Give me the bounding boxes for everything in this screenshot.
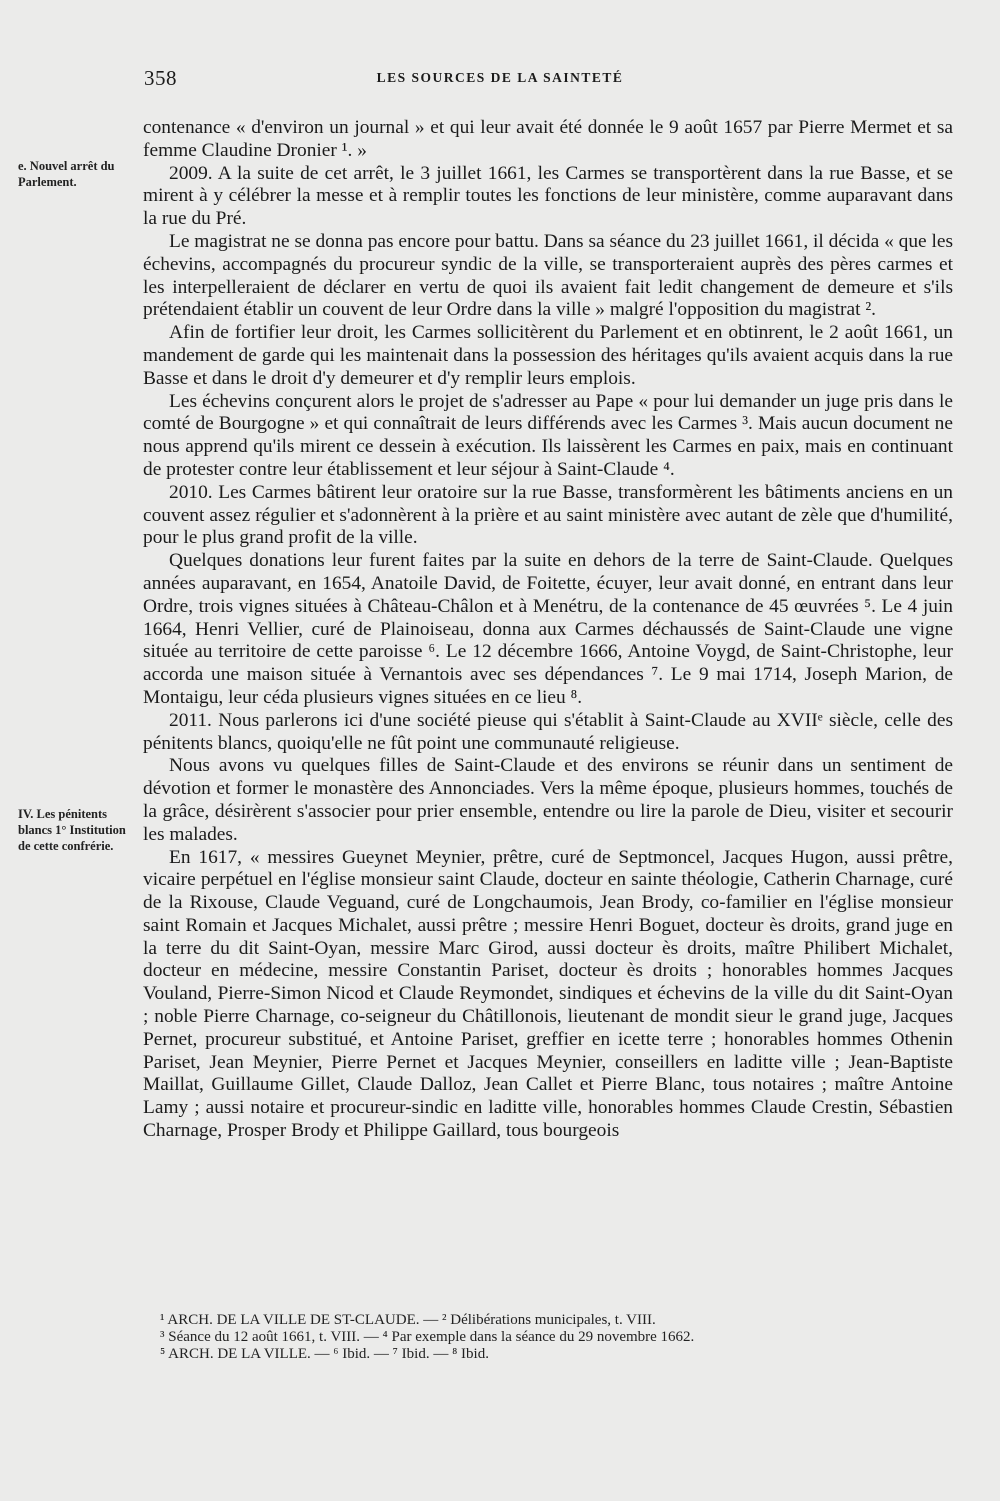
footnotes (160, 1312, 960, 1363)
paragraph: En 1617, « messires Gueynet Meynier, prêtre, curé de Septmoncel, Jacques Hugon, aussi prêtre, vicaire perpétuel en l'église monsieur saint Claude, docteur en sainte théologie, Catherin Charnage, curé de la Rixouse, Claude Veguand, curé de Longchaumois, Jean Brody, co-familier en l'église monsieur saint Romain et Jacques Michalet, aussi prêtre ; messire Henri Boguet, docteur ès droits, grand juge en la terre du dit Saint-Oyan, messire Marc Girod, aussi docteur ès droits, maître Philibert Michalet, docteur en médecine, messire Constantin Pariset, docteur ès droits ; honorables hommes Jacques Vouland, Pierre-Simon Nicod et Claude Reymondet, sindiques et échevins de la ville du dit Saint-Oyan ; noble Pierre Charnage, co-seigneur du Châtillonois, lieutenant de mondit sieur le grand juge, Jacques Pernet, procureur substitué, et Antoine Pariset, greffier en icette terre ; honorables hommes Othenin Pariset, Jean Meynier, Pierre Pernet et Jacques Meynier, conseillers en laditte ville ; Jean-Baptiste Maillat, Guillaume Gillet, Claude Dalloz, Jean Callet et Pierre Blanc, tous notaires ; maître Antoine Lamy ; aussi notaire et procureur-sindic en laditte ville, honorables hommes Claude Crestin, Sébastien Charnage, Prosper Brody et Philippe Gaillard, tous bourgeois (143, 846, 953, 1142)
footnote-line: ¹ ARCH. DE LA VILLE DE ST-CLAUDE. — ² Délibérations municipales, t. VIII. (160, 1312, 656, 1328)
running-title: LES SOURCES DE LA SAINTETÉ (376, 70, 624, 85)
paragraph: Afin de fortifier leur droit, les Carmes sollicitèrent du Parlement et en obtinrent, le 2 août 1661, un mandement de garde qui les maintenait dans la possession des héritages qu'ils avaient acquis dans la rue Basse et dans le droit d'y demeurer et d'y remplir leurs emplois. (143, 322, 953, 389)
margin-notes (0, 0, 140, 1501)
paragraph: 2011. Nous parlerons ici d'une société pieuse qui s'établit à Saint-Claude au XVIIᵉ siècle, celle des pénitents blancs, quoiqu'elle ne fût point une communauté religieuse. (143, 709, 953, 754)
paragraph: Le magistrat ne se donna pas encore pour battu. Dans sa séance du 23 juillet 1661, il décida « que les échevins, accompagnés du procureur syndic de la ville, se transporteraient auprès des pères carmes et les interpelleraient de déclarer en vertu de quoi ils avaient fait ledit changement de demeure et s'ils prétendaient établir un couvent de leur Ordre dans la ville » malgré l'opposition du magistrat ². (143, 230, 954, 321)
footnote-line: ⁵ ARCH. DE LA VILLE. — ⁶ Ibid. — ⁷ Ibid. — ⁸ Ibid. (160, 1346, 489, 1362)
margin-note-nouvel-arret: e. Nouvel arrêt du Parlement. (18, 159, 115, 189)
paragraph: 2009. A la suite de cet arrêt, le 3 juillet 1661, les Carmes se transportèrent dans la rue Basse, et se mirent à y célébrer la messe et à remplir toutes les fonctions de leur ministère, comme auparavant dans la rue du Pré. (143, 162, 953, 230)
paragraph: Les échevins conçurent alors le projet de s'adresser au Pape « pour lui demander un juge pris dans le comté de Bourgogne » et qui connaîtrait de leurs différends avec les Carmes ³. Mais aucun document ne nous apprend qu'ils mirent ce dessein à exécution. Ils laissèrent les Carmes en paix, mais en continuant de protester contre leur établissement et leur séjour à Saint-Claude ⁴. (143, 390, 953, 480)
paragraph: Nous avons vu quelques filles de Saint-Claude et des environs se réunir dans un sentiment de dévotion et former le monastère des Annonciades. Vers la même époque, plusieurs hommes, touchés de la grâce, désirèrent s'associer pour prier ensemble, entendre ou lire la parole de Dieu, visiter et secourir les malades. (143, 755, 953, 845)
paragraph: contenance « d'environ un journal » et qui leur avait été donnée le 9 août 1657 par Pierre Mermet et sa femme Claudine Dronier ¹. » (143, 117, 953, 161)
page-number: 358 (144, 66, 177, 90)
footnote-line: ³ Séance du 12 août 1661, t. VIII. — ⁴ Par exemple dans la séance du 29 novembre 1662. (160, 1329, 695, 1345)
paragraph: Quelques donations leur furent faites par la suite en dehors de la terre de Saint-Claude. Quelques années auparavant, en 1654, Anatoile David, de Foitette, écuyer, leur avait donné, en entrant dans leur Ordre, trois vignes situées à Château-Châlon et à Menétru, de la contenance de 45 œuvrées ⁵. Le 4 juin 1664, Henri Vellier, curé de Plainoiseau, donna aux Carmes déchaussés de Saint-Claude une vigne située au territoire de cette paroisse ⁶. Le 12 décembre 1666, Antoine Voygd, de Saint-Christophe, leur accorda une maison située à Vernantois avec ses dépendances ⁷. Le 9 mai 1714, Joseph Marion, de Montaigu, leur céda plusieurs vignes situées en ce lieu ⁸. (143, 550, 953, 708)
page-header (0, 66, 1000, 96)
margin-note-penitents-blancs: IV. Les pénitents blancs 1° Institution de cette confrérie. (18, 807, 126, 853)
body-text (143, 117, 953, 1143)
paragraph: 2010. Les Carmes bâtirent leur oratoire sur la rue Basse, transformèrent les bâtiments anciens en un couvent assez régulier et s'adonnèrent à la prière et au saint ministère avec autant de zèle que d'humilité, pour le plus grand profit de la ville. (143, 481, 953, 549)
